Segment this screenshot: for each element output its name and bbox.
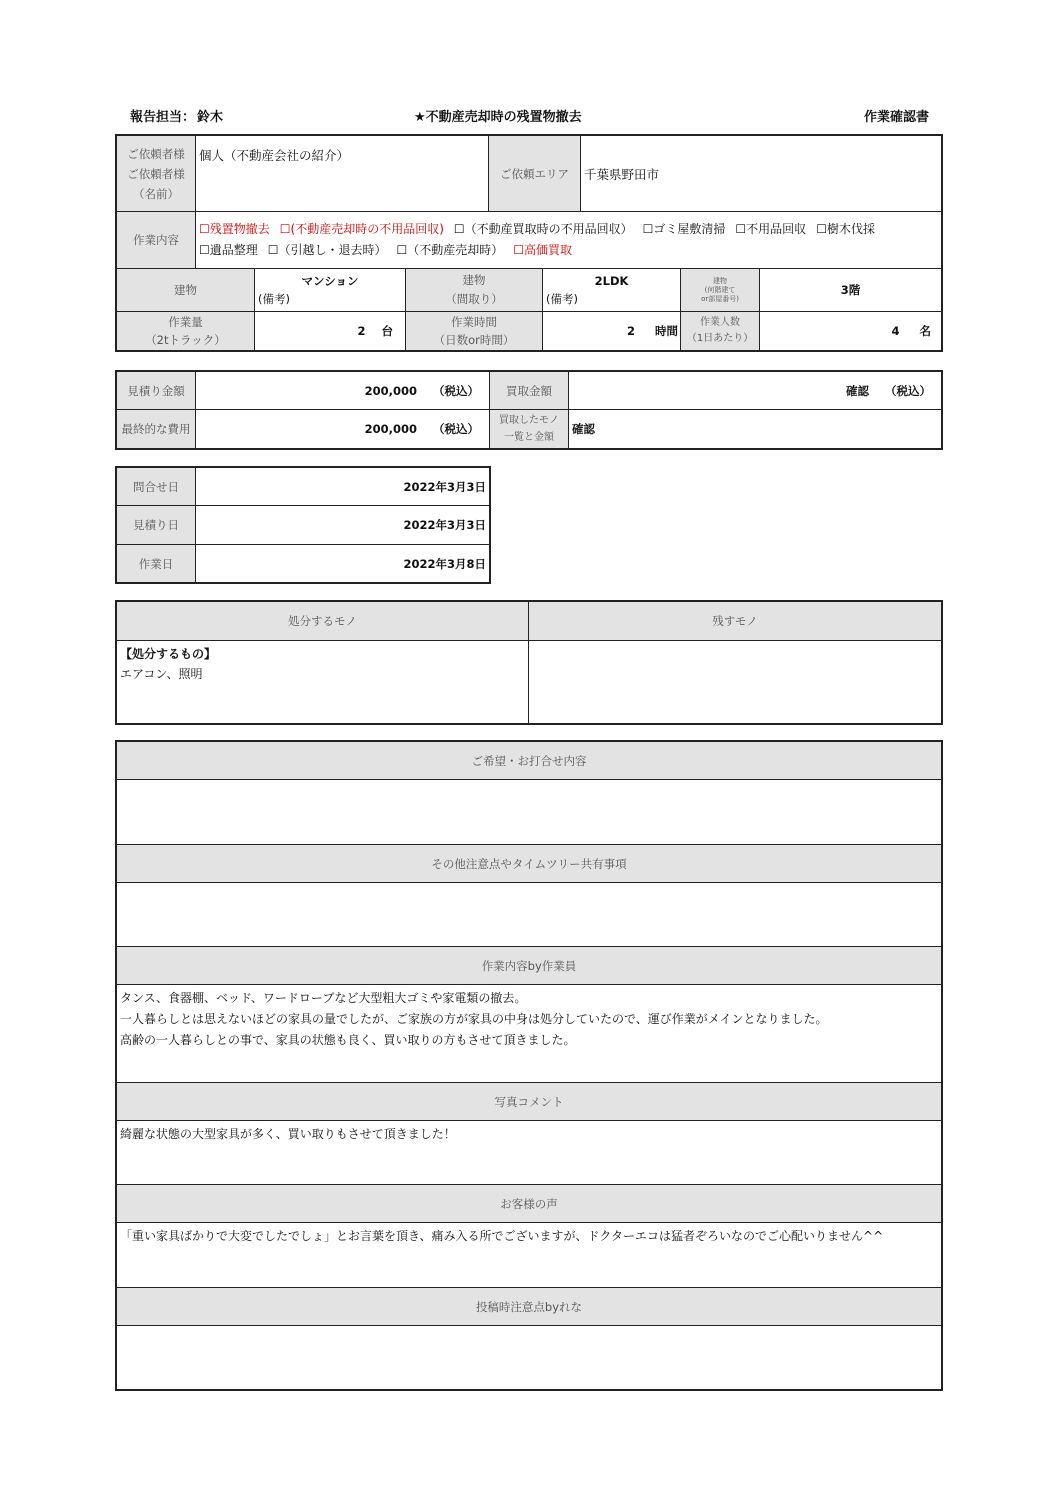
- people-qty: 4: [891, 324, 900, 338]
- work-amount-label-1: 作業量: [168, 315, 203, 329]
- reporter-name: 鈴木: [197, 110, 224, 125]
- posting-notes-header: 投稿時注意点byれな: [117, 1288, 942, 1326]
- client-label-1: ご依頼者様: [127, 146, 185, 161]
- inquiry-date-label: 問合せ日: [117, 468, 196, 506]
- sections-table: [116, 741, 942, 1390]
- work-by-staff-line-2: 一人暮らしとは思えないほどの家具の量でしたが、ご家族の方が家具の中身は処分していたので、運び作業がメインとなりました。: [120, 1012, 828, 1026]
- work-time-label-cell: [406, 312, 543, 351]
- dispose-items-body: [117, 641, 529, 724]
- work-content-line-2: [199, 240, 938, 261]
- customer-voice-header: お客様の声: [117, 1185, 942, 1223]
- work-option: ☐高価買取: [513, 243, 573, 257]
- requests-header: ご希望・お打合せ内容: [117, 742, 942, 780]
- building-type: マンション: [301, 274, 359, 288]
- building-type-cell: [255, 269, 406, 312]
- final-cost-label: 最終的な費用: [117, 410, 196, 449]
- work-option: ☐ゴミ屋敷清掃: [642, 222, 726, 236]
- page-title: ★不動産売却時の残置物撤去: [414, 110, 582, 125]
- reporter-label: 報告担当：: [130, 110, 196, 125]
- people-unit: 名: [919, 324, 932, 338]
- floor-label-3: or部屋番号): [701, 294, 739, 303]
- work-time-qty: 2: [626, 324, 635, 338]
- people-label-2: （1日あたり）: [686, 333, 754, 344]
- buy-price-tax: （税込）: [885, 383, 931, 398]
- work-time-unit: 時間: [655, 324, 679, 338]
- estimate-label: 見積り金額: [117, 372, 196, 410]
- work-by-staff-header: 作業内容by作業員: [117, 947, 942, 985]
- people-label-cell: [681, 312, 760, 351]
- floor-label-2: (何階建て: [704, 285, 736, 294]
- notes-header: その他注意点やタイムツリー共有事項: [117, 845, 942, 883]
- estimate-date-value: 2022年3月3日: [196, 506, 490, 545]
- dispose-items-line-1: 【処分するもの】: [120, 647, 217, 661]
- floor-value: 3階: [760, 269, 942, 312]
- final-cost-amount: 200,000: [364, 422, 417, 436]
- work-option: ☐（不動産買取時の不用品回収）: [453, 222, 633, 236]
- work-by-staff-body: [117, 985, 942, 1083]
- final-cost-tax: （税込）: [433, 422, 479, 436]
- client-label-cell: [117, 136, 196, 212]
- work-option: ☐遺品整理: [199, 243, 258, 257]
- bought-items-value: 確認: [569, 410, 942, 449]
- estimate-tax: （税込）: [433, 383, 479, 398]
- work-by-staff-line-3: 高齢の一人暮らしとの事で、家具の状態も良く、買い取りの方もさせて頂きました。: [120, 1033, 576, 1047]
- building-note-label: (備考): [258, 292, 290, 306]
- estimate-value: [196, 372, 490, 410]
- inquiry-date-value: 2022年3月3日: [196, 468, 490, 506]
- document-type: 作業確認書: [864, 110, 930, 125]
- work-amount-value: [255, 312, 406, 351]
- dates-table: [116, 467, 490, 583]
- work-content-label: 作業内容: [117, 212, 196, 269]
- dispose-items-header: 処分するモノ: [117, 602, 529, 641]
- keep-items-body: [529, 641, 942, 724]
- building-label: 建物: [117, 269, 255, 312]
- photo-comment-body: 綺麗な状態の大型家具が多く、買い取りもさせて頂きました！: [117, 1121, 942, 1185]
- request-info-table: [116, 135, 942, 351]
- work-by-staff-line-1: タンス、食器棚、ベッド、ワードローブなど大型粗大ゴミや家電類の撤去。: [120, 991, 527, 1005]
- photo-comment-header: 写真コメント: [117, 1083, 942, 1121]
- client-name: 個人（不動産会社の紹介）: [196, 136, 489, 212]
- work-time-label-2: （日数or時間）: [433, 333, 515, 347]
- buy-price-value: [569, 372, 942, 410]
- people-value: [760, 312, 942, 351]
- work-amount-unit: 台: [381, 324, 393, 338]
- work-option: ☐樹木伐採: [816, 222, 875, 236]
- buy-price-label: 買取金額: [490, 372, 569, 410]
- work-content-line-1: [199, 219, 938, 240]
- pricing-table: [116, 371, 942, 449]
- layout-label-1: 建物: [462, 273, 486, 287]
- work-option: ☐不用品回収: [735, 222, 807, 236]
- layout-note-label: (備考): [546, 292, 578, 306]
- notes-body: [117, 883, 942, 947]
- work-time-label-1: 作業時間: [451, 315, 497, 329]
- bought-items-label-1: 買取したモノ: [499, 415, 559, 426]
- items-table: [116, 601, 942, 724]
- customer-voice-body: 「重い家具ばかりで大変でしたでしょ」とお言葉を頂き、痛み入る所でございますが、ドクターエコは猛者ぞろいなのでご心配いりません^^: [117, 1223, 942, 1288]
- layout-value-cell: [543, 269, 681, 312]
- dispose-items-line-2: エアコン、照明: [120, 667, 203, 681]
- layout-value: 2LDK: [594, 274, 629, 288]
- estimate-date-label: 見積り日: [117, 506, 196, 545]
- buy-price-amount: 確認: [845, 383, 869, 398]
- posting-notes-body: [117, 1326, 942, 1390]
- client-label-3: （名前）: [133, 186, 179, 201]
- work-amount-label-2: （2tトラック）: [145, 333, 226, 347]
- work-date-value: 2022年3月8日: [196, 545, 490, 583]
- layout-label-2: （間取り）: [445, 292, 503, 306]
- work-content-options: [196, 212, 942, 269]
- bought-items-label-cell: [490, 410, 569, 449]
- work-option: ☐残置物撤去: [199, 222, 270, 236]
- area-value: 千葉県野田市: [581, 136, 942, 212]
- work-amount-label-cell: [117, 312, 255, 351]
- floor-label-cell: [681, 269, 760, 312]
- bought-items-label-2: 一覧と金額: [504, 432, 554, 443]
- people-label-1: 作業人数: [700, 317, 741, 328]
- layout-label-cell: [406, 269, 543, 312]
- keep-items-header: 残すモノ: [529, 602, 942, 641]
- requests-body: [117, 780, 942, 845]
- estimate-amount: 200,000: [364, 383, 417, 398]
- work-option: ☐(不動産売却時の不用品回収): [279, 222, 444, 236]
- work-time-value: [543, 312, 681, 351]
- area-label: ご依頼エリア: [489, 136, 581, 212]
- final-cost-value: [196, 410, 490, 449]
- work-option: ☐（引越し・退去時）: [267, 243, 387, 257]
- work-amount-qty: 2: [357, 324, 366, 338]
- floor-label-1: 建物: [713, 276, 728, 285]
- work-option: ☐（不動産売却時）: [396, 243, 504, 257]
- work-date-label: 作業日: [117, 545, 196, 583]
- client-label-2: ご依頼者様: [127, 166, 185, 181]
